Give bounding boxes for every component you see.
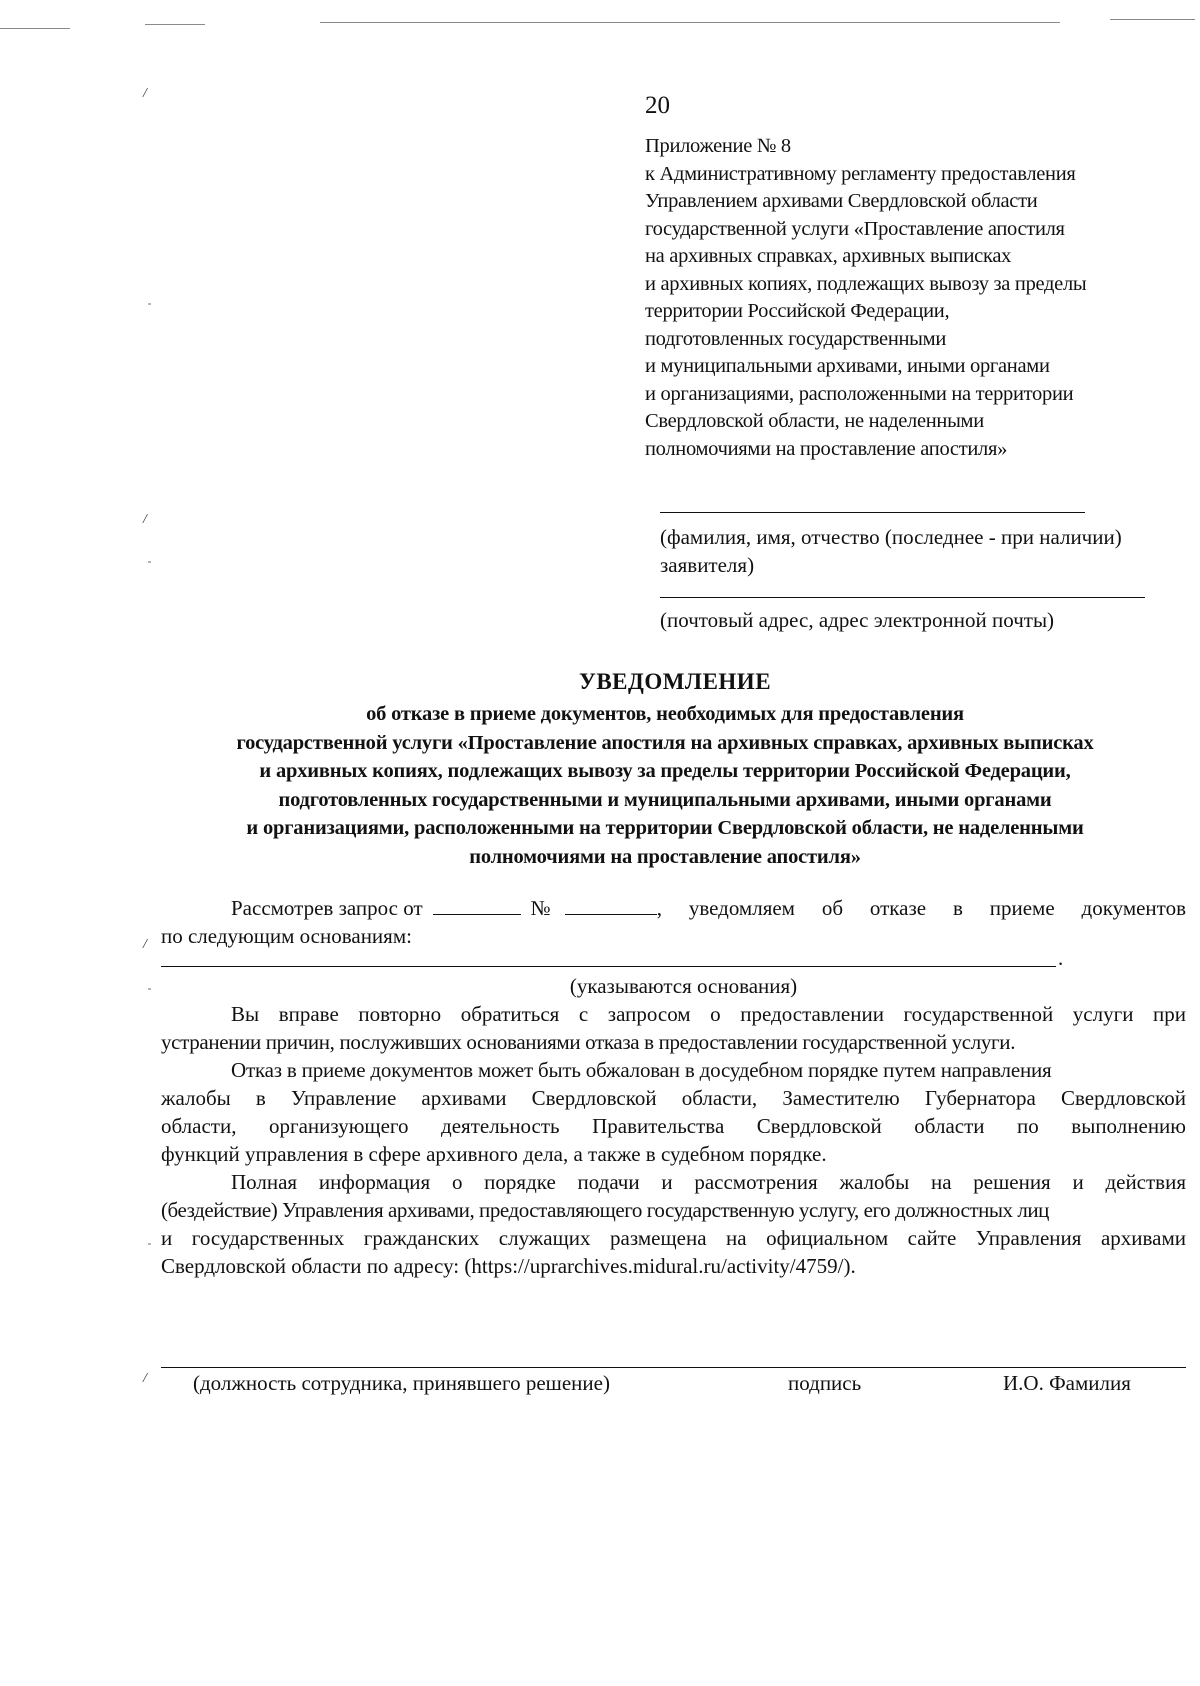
scan-edge-line	[320, 22, 1060, 23]
appendix-line: государственной услуги «Проставление апостиля	[645, 217, 1065, 240]
applicant-name-line[interactable]	[660, 512, 1085, 513]
applicant-name-caption: (фамилия, имя, отчество (последнее - при наличии)	[660, 525, 1122, 549]
reasons-line[interactable]	[161, 966, 1056, 967]
signature-caption: подпись	[788, 1371, 862, 1395]
notice-subtitle-line: полномочиями на проставление апостиля»	[469, 845, 861, 868]
notice-subtitle-line: подготовленных государственными и муниципальными архивами, иными органами	[278, 788, 1052, 811]
paragraph-line: жалобы в Управление архивами Свердловской области, Заместителю Губернатора Свердловской	[161, 1086, 1186, 1110]
paragraph-line: Вы вправе повторно обратиться с запросом о предоставлении государственной услуги при	[231, 1002, 1186, 1026]
paragraph-line: функций управления в сфере архивного дела, а также в судебном порядке.	[161, 1142, 827, 1166]
applicant-address-line[interactable]	[660, 597, 1145, 598]
request-number-sign: №	[530, 896, 551, 920]
margin-mark: /	[143, 86, 147, 101]
scan-edge-line	[0, 28, 70, 29]
margin-dot	[148, 988, 151, 990]
margin-dot	[148, 303, 151, 305]
paragraph-line: и государственных гражданских служащих размещена на официальном сайте Управления архивами	[161, 1226, 1186, 1250]
reasons-period: .	[1058, 946, 1064, 970]
signature-line[interactable]	[161, 1367, 1186, 1368]
appendix-line: на архивных справках, архивных выписках	[645, 245, 1012, 267]
appendix-line: полномочиями на проставление апостиля»	[645, 437, 1008, 460]
paragraph-line: Свердловской области по адресу: (https://uprarchives.midural.ru/activity/4759/).	[161, 1254, 856, 1278]
notice-subtitle-line: об отказе в приеме документов, необходимых для предоставления	[366, 703, 964, 725]
appendix-line: подготовленных государственными	[645, 327, 947, 350]
margin-dot	[148, 561, 151, 563]
notice-subtitle-line: и архивных копиях, подлежащих вывозу за пределы территории Российской Федерации,	[259, 760, 1071, 782]
scan-edge-line	[145, 24, 205, 25]
notice-subtitle-line: и организациями, расположенными на территории Свердловской области, не наделенными	[246, 817, 1084, 839]
appendix-line: Приложение № 8	[645, 135, 791, 157]
applicant-name-caption-cont: заявителя)	[660, 553, 755, 577]
appendix-line: и муниципальными архивами, иными органами	[645, 355, 1050, 377]
margin-dot	[148, 1243, 151, 1245]
request-line	[161, 894, 1186, 922]
request-suffix: , уведомляем об отказе в приеме документов	[656, 896, 1186, 920]
notice-title: УВЕДОМЛЕНИЕ	[578, 669, 772, 694]
page-number: 20	[645, 92, 670, 119]
request-line-cont: по следующим основаниям:	[161, 924, 412, 948]
paragraph-line: Отказ в приеме документов может быть обжалован в досудебном порядке путем направления	[231, 1058, 1052, 1082]
scan-edge-line	[1110, 19, 1195, 20]
margin-mark: /	[143, 937, 147, 952]
request-date-blank[interactable]	[433, 896, 521, 915]
appendix-line: Управлением архивами Свердловской области	[645, 190, 1038, 212]
position-caption: (должность сотрудника, принявшего решение)	[193, 1371, 610, 1395]
paragraph-line: области, организующего деятельность Правительства Свердловской области по выполнению	[161, 1114, 1186, 1138]
appendix-line: к Административному регламенту предоставления	[645, 162, 1076, 185]
appendix-line: территории Российской Федерации,	[645, 300, 950, 322]
paragraph-line: Полная информация о порядке подачи и рассмотрения жалобы на решения и действия	[231, 1170, 1186, 1194]
margin-mark: /	[143, 512, 147, 527]
request-prefix: Рассмотрев запрос от	[231, 896, 423, 920]
appendix-block	[645, 133, 1185, 463]
name-caption: И.О. Фамилия	[1003, 1371, 1131, 1395]
appendix-line: и организациями, расположенными на территории	[645, 382, 1074, 405]
reasons-caption: (указываются основания)	[569, 974, 798, 998]
applicant-address-caption: (почтовый адрес, адрес электронной почты)	[660, 608, 1055, 632]
margin-mark: /	[143, 1371, 147, 1386]
paragraph-line: (бездействие) Управления архивами, предоставляющего государственную услугу, его должностных лиц	[161, 1198, 1049, 1222]
appendix-line: и архивных копиях, подлежащих вывозу за пределы	[645, 272, 1087, 295]
request-number-blank[interactable]	[565, 896, 657, 915]
appendix-line: Свердловской области, не наделенными	[645, 410, 984, 432]
notice-subtitle-line: государственной услуги «Проставление апостиля на архивных справках, архивных выписках	[236, 731, 1094, 754]
paragraph-line: устранении причин, послуживших основаниями отказа в предоставлении государственной услуги.	[161, 1030, 1016, 1054]
notice-subtitle	[150, 700, 1180, 871]
